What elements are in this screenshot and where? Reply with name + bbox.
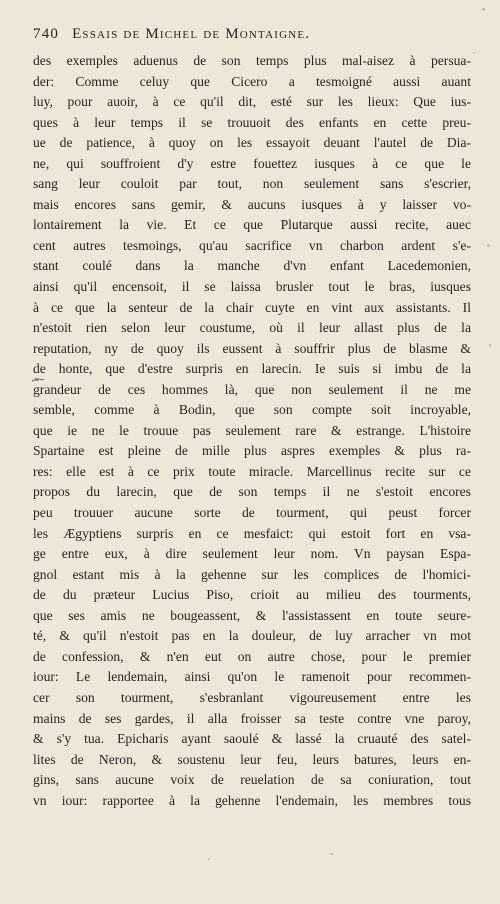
text-line: té, & qu'il n'estoit pas en la douleur, de luy arracher vn mot xyxy=(33,628,471,644)
paper-speck xyxy=(473,52,475,54)
text-line: vn iour: rapportee à la gehenne l'endemain, les membres tous xyxy=(33,792,471,808)
text-line: ainsi qu'il encensoit, il se laissa brusler tout le bras, iusques xyxy=(33,279,471,295)
text-line: que ie ne le trouue pas seulement rare & estrange. L'histoire xyxy=(33,422,471,438)
text-line: peu trouuer aucune sorte de tourment, qui peust forcer xyxy=(33,505,471,521)
text-line: reputation, ny de quoy ils eussent à souffrir plus de blasme & xyxy=(33,340,471,356)
body-text xyxy=(33,51,471,811)
marginal-mark-icon xyxy=(31,376,45,384)
page-number: 740 xyxy=(33,26,60,42)
text-line: cer son tourment, s'esbranlant vigoureusement entre les xyxy=(33,689,471,705)
paper-speck xyxy=(330,853,333,855)
running-head: Essais de Michel de Montaigne. xyxy=(72,26,311,42)
text-line: luy, pour auoir, à ce qu'il dit, esté sur les lieux: Que ius- xyxy=(33,94,471,110)
text-line: n'estoit rien selon leur coustume, où il leur allast plus de la xyxy=(33,320,471,336)
text-line: ne, qui souffroient d'y estre fouettez iusques à ce que le xyxy=(33,155,471,171)
text-line: de confession, & n'en eut on autre chose, pour le premier xyxy=(33,648,471,664)
text-line: de honte, que d'estre surpris en larecin. Ie suis si imbu de la xyxy=(33,361,471,377)
text-line: lites de Neron, & soustenu leur feu, leurs batures, leurs en- xyxy=(33,751,471,767)
paper-speck xyxy=(487,244,490,247)
text-line: des exemples aduenus de son temps plus mal-aisez à persua- xyxy=(33,53,471,68)
text-line: semble, comme à Bodin, que son compte soit incroyable, xyxy=(33,402,471,418)
text-line: ge entre eux, à dire seulement leur nom. Vn paysan Espa- xyxy=(33,546,471,562)
text-line: res: elle est à ce prix toute miracle. Marcellinus recite sur ce xyxy=(33,463,471,479)
text-line: que ses amis ne bougeassent, & l'assistassent en toute seure- xyxy=(33,607,471,623)
paper-speck xyxy=(489,344,491,347)
paper-speck xyxy=(482,8,485,11)
text-line: ue de patience, à quoy on les essayoit deuant l'autel de Dia- xyxy=(33,135,471,151)
text-line: der: Comme celuy que Cicero a tesmoigné aussi auant xyxy=(33,73,471,89)
text-line: mais encores sans gemir, & aucuns iusques à y laisser vo- xyxy=(33,196,471,212)
text-line: gins, sans aucune voix de reuelation de sa coniuration, tout xyxy=(33,772,471,788)
text-line: sang leur couloit par tout, non seulement sans s'escrier, xyxy=(33,176,471,192)
text-line: grandeur de ces hommes là, que non seulement il ne me xyxy=(33,381,471,397)
text-line: ques à leur temps il se trouuoit des enfants en cette preu- xyxy=(33,114,471,130)
text-line: stant coulé dans la manche d'vn enfant Lacedemonien, xyxy=(33,258,471,274)
text-line: les Ægyptiens surpris en ce mesfaict: qui estoit fort en vsa- xyxy=(33,525,471,541)
text-line: Spartaine est pleine de mille plus aspres exemples & plus ra- xyxy=(33,443,471,459)
text-line: & s'y tua. Epicharis ayant saoulé & lassé la cruauté des satel- xyxy=(33,731,471,747)
text-line: iour: Le lendemain, ainsi qu'on le ramenoit pour recommen- xyxy=(33,669,471,685)
text-line: de du præteur Lucius Piso, crioit au milieu des tourments, xyxy=(33,587,471,603)
text-line: propos du larecin, que de son temps il ne s'estoit encores xyxy=(33,484,471,500)
page-header xyxy=(33,26,473,50)
text-line: gnol estant mis à la gehenne sur les complices de l'homici- xyxy=(33,566,471,582)
text-line: cent autres tesmoings, qu'au sacrifice vn charbon ardent s'e- xyxy=(33,237,471,253)
paper-speck xyxy=(208,858,210,860)
text-line: lontairement la vie. Et ce que Plutarque aussi recite, auec xyxy=(33,217,471,233)
text-line: à ce que la senteur de la chair cuyte en vint aux assistants. Il xyxy=(33,299,471,315)
text-line: mains de ses gardes, il alla froisser sa teste contre vne paroy, xyxy=(33,710,471,726)
